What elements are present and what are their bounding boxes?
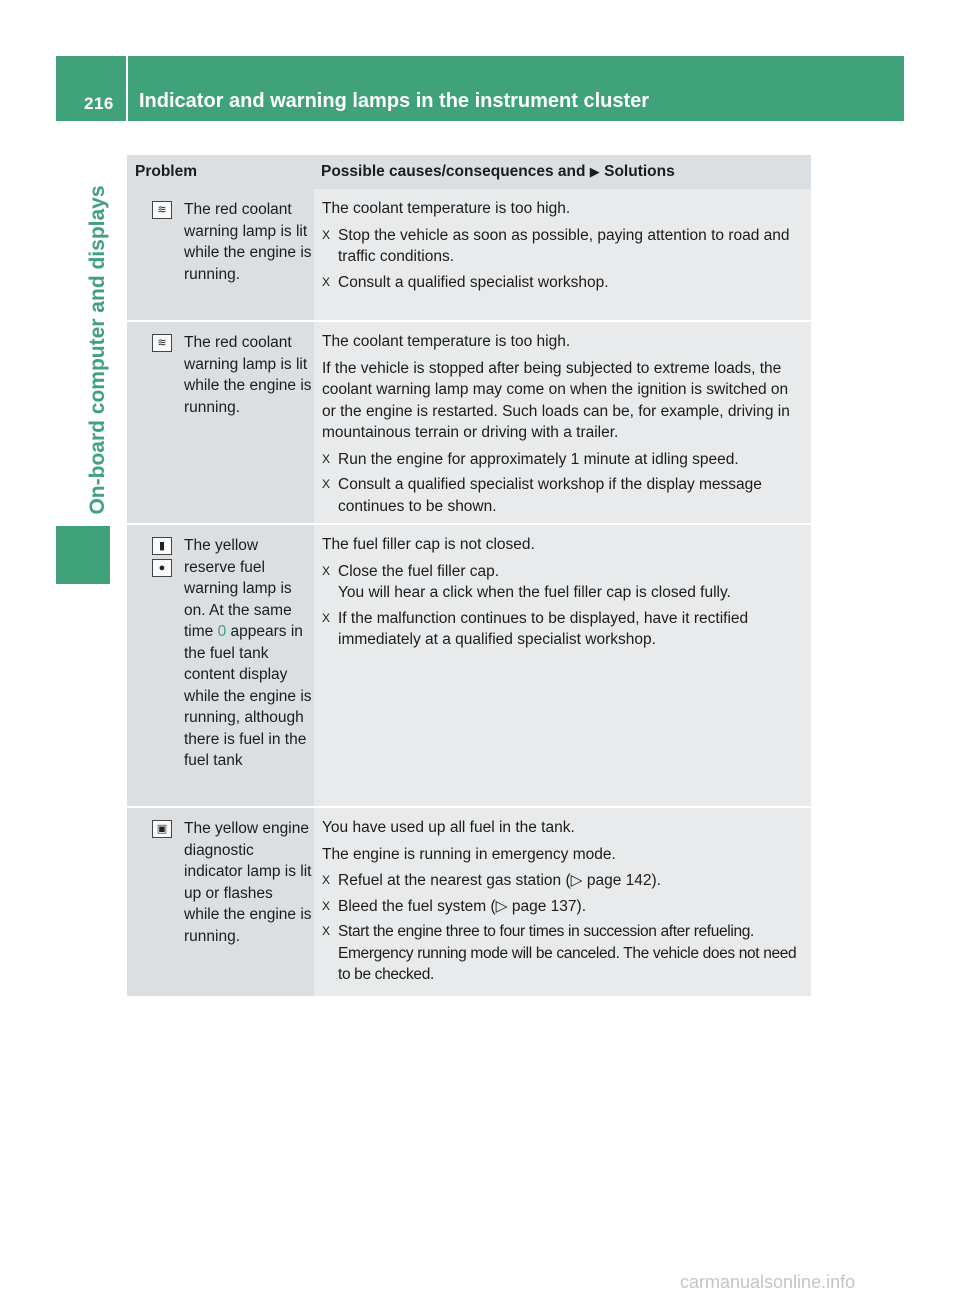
cause-text: The coolant temperature is too high. [322,200,571,217]
step-text: Start the engine three to four times in succession after refueling. Emergency running mode will be canceled. The vehicle does not need to be checked. [338,923,797,983]
page-number: 216 [84,94,114,113]
solution-step [322,272,803,294]
problem-text: The red coolant warning lamp is lit while the engine is running. [184,334,312,416]
cause-text: The coolant temperature is too high. [322,333,571,350]
solution-step [322,225,803,268]
problem-text-part: The yellow reserve fuel warning lamp is on. At the same time [184,537,292,640]
table-row [127,189,811,322]
problem-cell [127,189,314,320]
solution-step [322,896,803,918]
step-bullet-icon: X [322,274,331,289]
solution-cell [314,808,811,996]
column-header-solutions-prefix: Possible causes/consequences and [321,163,586,180]
section-tab [85,160,111,540]
section-tab-label: On-board computer and displays [86,185,109,515]
step-bullet-icon: X [322,227,331,242]
column-header-solutions [321,155,675,189]
solution-step [322,921,803,986]
problem-text-part: appears in the fuel tank content display while the engine is running, although there is fuel in the fuel tank [184,623,312,769]
cause-text: If the vehicle is stopped after being subjected to extreme loads, the coolant warning lamp may come on when the ignition is switched on or the engine is restarted. Such loads can be, for example, driving in mountainous terrain or driving with a trailer. [322,359,790,441]
step-text: Stop the vehicle as soon as possible, paying attention to road and traffic conditions. [338,226,790,265]
coolant-temperature-icon: ≋ [152,334,172,352]
coolant-temperature-icon: ≋ [152,201,172,219]
step-text: If the malfunction continues to be displayed, have it rectified immediately at a qualified specialist workshop. [338,609,749,648]
step-text: Run the engine for approximately 1 minute at idling speed. [338,450,739,468]
cause-text: The fuel filler cap is not closed. [322,536,535,553]
step-text [338,561,731,604]
fuel-zero-indicator: 0 [217,623,227,640]
table-row [127,322,811,525]
page-title: Indicator and warning lamps in the instrument cluster [139,90,650,112]
step-bullet-icon: X [322,610,331,625]
column-header-problem: Problem [135,163,198,180]
header-divider [126,56,128,121]
solution-step [322,870,803,892]
table-row [127,808,811,998]
problem-cell [127,322,314,523]
table-row [127,525,811,808]
solution-cell [314,189,811,320]
fuel-pump-icon: ▮ [152,537,172,555]
step-bullet-icon: X [322,563,331,578]
step-bullet-icon: X [322,477,331,491]
problem-text [184,535,312,772]
step-bullet-icon: X [322,451,331,466]
solution-step [322,474,803,517]
section-marker [56,526,110,584]
fuel-dot-icon: ● [152,559,172,577]
solution-cell [314,525,811,806]
watermark: carmanualsonline.info [680,1272,856,1292]
step-text: Consult a qualified specialist workshop if the display message continues to be shown. [338,476,762,515]
step-bullet-icon: X [322,924,330,938]
problem-text: The red coolant warning lamp is lit while the engine is running. [184,201,312,283]
cause-text: You have used up all fuel in the tank. [322,819,575,836]
solution-step [322,449,803,471]
step-bullet-icon: X [322,873,331,887]
column-header-solutions-suffix: Solutions [604,163,675,180]
step-text: Consult a qualified specialist workshop. [338,273,609,291]
problem-text: The yellow engine diagnostic indicator lamp is lit up or flashes while the engine is running. [184,820,312,945]
step-title: Close the fuel filler cap. [338,562,500,580]
solution-cell [314,322,811,523]
engine-diagnostic-icon: ▣ [152,820,172,838]
table-header [127,155,811,189]
step-text: Bleed the fuel system (▷ page 137). [338,897,586,915]
step-text: Refuel at the nearest gas station (▷ page 142). [338,872,661,889]
arrow-right-icon: ▶ [589,164,600,179]
warning-lamp-table [127,155,811,998]
problem-cell [127,808,314,996]
cause-text: The engine is running in emergency mode. [322,845,616,863]
step-detail: You will hear a click when the fuel filler cap is closed fully. [338,584,731,601]
solution-step [322,561,803,604]
problem-cell [127,525,314,806]
solution-step [322,608,803,651]
step-bullet-icon: X [322,898,331,913]
